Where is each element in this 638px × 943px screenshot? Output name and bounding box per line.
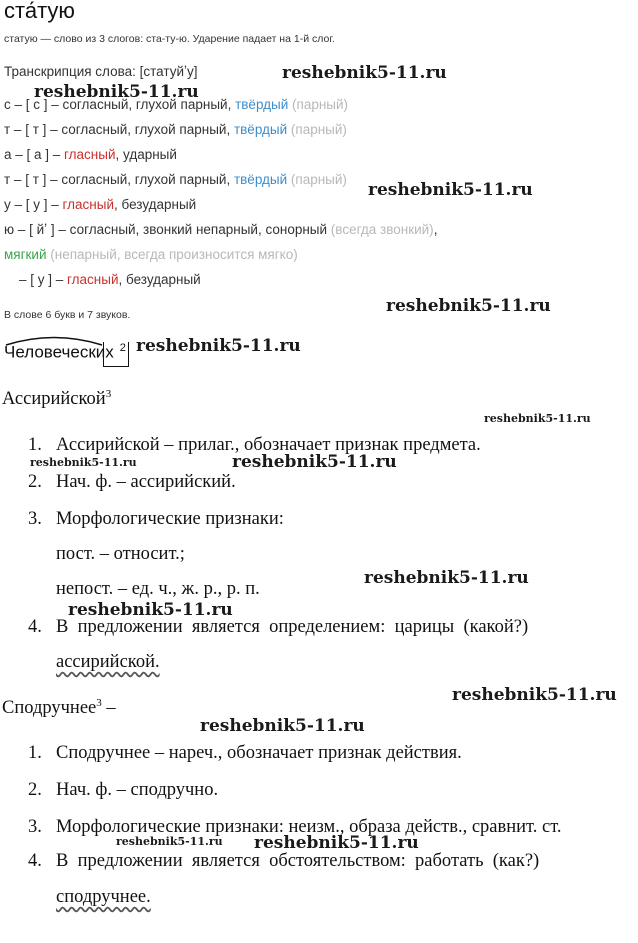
phonetic-row-2: т – [ т ] – согласный, глухой парный, твёрдый (парный) (4, 122, 347, 137)
heading-assyrian: Ассирийской$^3$ (2, 388, 112, 410)
watermark: reshebnik5-11.ru (34, 82, 199, 102)
assyrian-sentence-word: ассирийской. (56, 652, 160, 672)
watermark: reshebnik5-11.ru (254, 833, 419, 853)
phonetic-row-6: ю – [ йʼ ] – согласный, звонкий непарный, сонорный (всегда звонкий), (4, 222, 438, 237)
watermark: reshebnik5-11.ru (484, 412, 591, 425)
watermark: reshebnik5-11.ru (368, 180, 533, 200)
heading-handy: Сподручнее$^3$ – (2, 697, 116, 719)
assyrian-item-3: 3. Морфологические признаки: (28, 509, 284, 529)
phonetic-row-3: а – [ а ] – гласный, ударный (4, 147, 177, 162)
handy-item-4: 4. В предложении является обстоятельством: работать (как?) (28, 851, 540, 871)
assyrian-variable-features: непост. – ед. ч., ж. р., р. п. (56, 579, 260, 599)
transcription-line: Транскрипция слова: [статуйʼу] (4, 64, 198, 79)
watermark: reshebnik5-11.ru (452, 685, 617, 705)
watermark: reshebnik5-11.ru (68, 600, 233, 620)
handy-sentence-word: сподручнее. (56, 887, 151, 907)
phonetic-row-7: мягкий (непарный, всегда произносится мягко) (4, 247, 298, 262)
letters-sounds-note: В слове 6 букв и 7 звуков. (4, 309, 131, 321)
watermark: reshebnik5-11.ru (136, 336, 301, 356)
watermark: reshebnik5-11.ru (116, 835, 223, 848)
watermark: reshebnik5-11.ru (232, 452, 397, 472)
phonetic-row-8: – [ у ] – гласный, безударный (4, 272, 201, 287)
phonetic-row-5: у – [ у ] – гласный, безударный (4, 197, 197, 212)
handy-item-1: 1. Сподручнее – нареч., обозначает признак действия. (28, 743, 462, 763)
assyrian-item-1: 1. Ассирийской – прилаг., обозначает признак предмета. (28, 435, 481, 455)
handy-item-3: 3. Морфологические признаки: неизм., образа действ., сравнит. ст. (28, 817, 562, 837)
phonetic-row-1: с – [ с ] – согласный, глухой парный, твёрдый (парный) (4, 97, 349, 112)
morphemic-word: Человеческих $^2$ (4, 342, 126, 362)
assyrian-item-4: 4. В предложении является определением: царицы (какой?) (28, 617, 529, 637)
watermark: reshebnik5-11.ru (282, 63, 447, 83)
handy-item-2: 2. Нач. ф. – сподручно. (28, 780, 219, 800)
phonetic-row-4: т – [ т ] – согласный, глухой парный, твёрдый (парный) (4, 172, 347, 187)
watermark: reshebnik5-11.ru (386, 296, 551, 316)
watermark: reshebnik5-11.ru (30, 456, 137, 469)
word-title: ста́тую (4, 0, 75, 23)
watermark: reshebnik5-11.ru (200, 716, 365, 736)
assyrian-item-2: 2. Нач. ф. – ассирийский. (28, 472, 236, 492)
assyrian-const-features: пост. – относит.; (56, 544, 185, 564)
watermark: reshebnik5-11.ru (364, 568, 529, 588)
syllable-summary: статую — слово из 3 слогов: ста-ту-ю. Ударение падает на 1-й слог. (4, 33, 335, 45)
